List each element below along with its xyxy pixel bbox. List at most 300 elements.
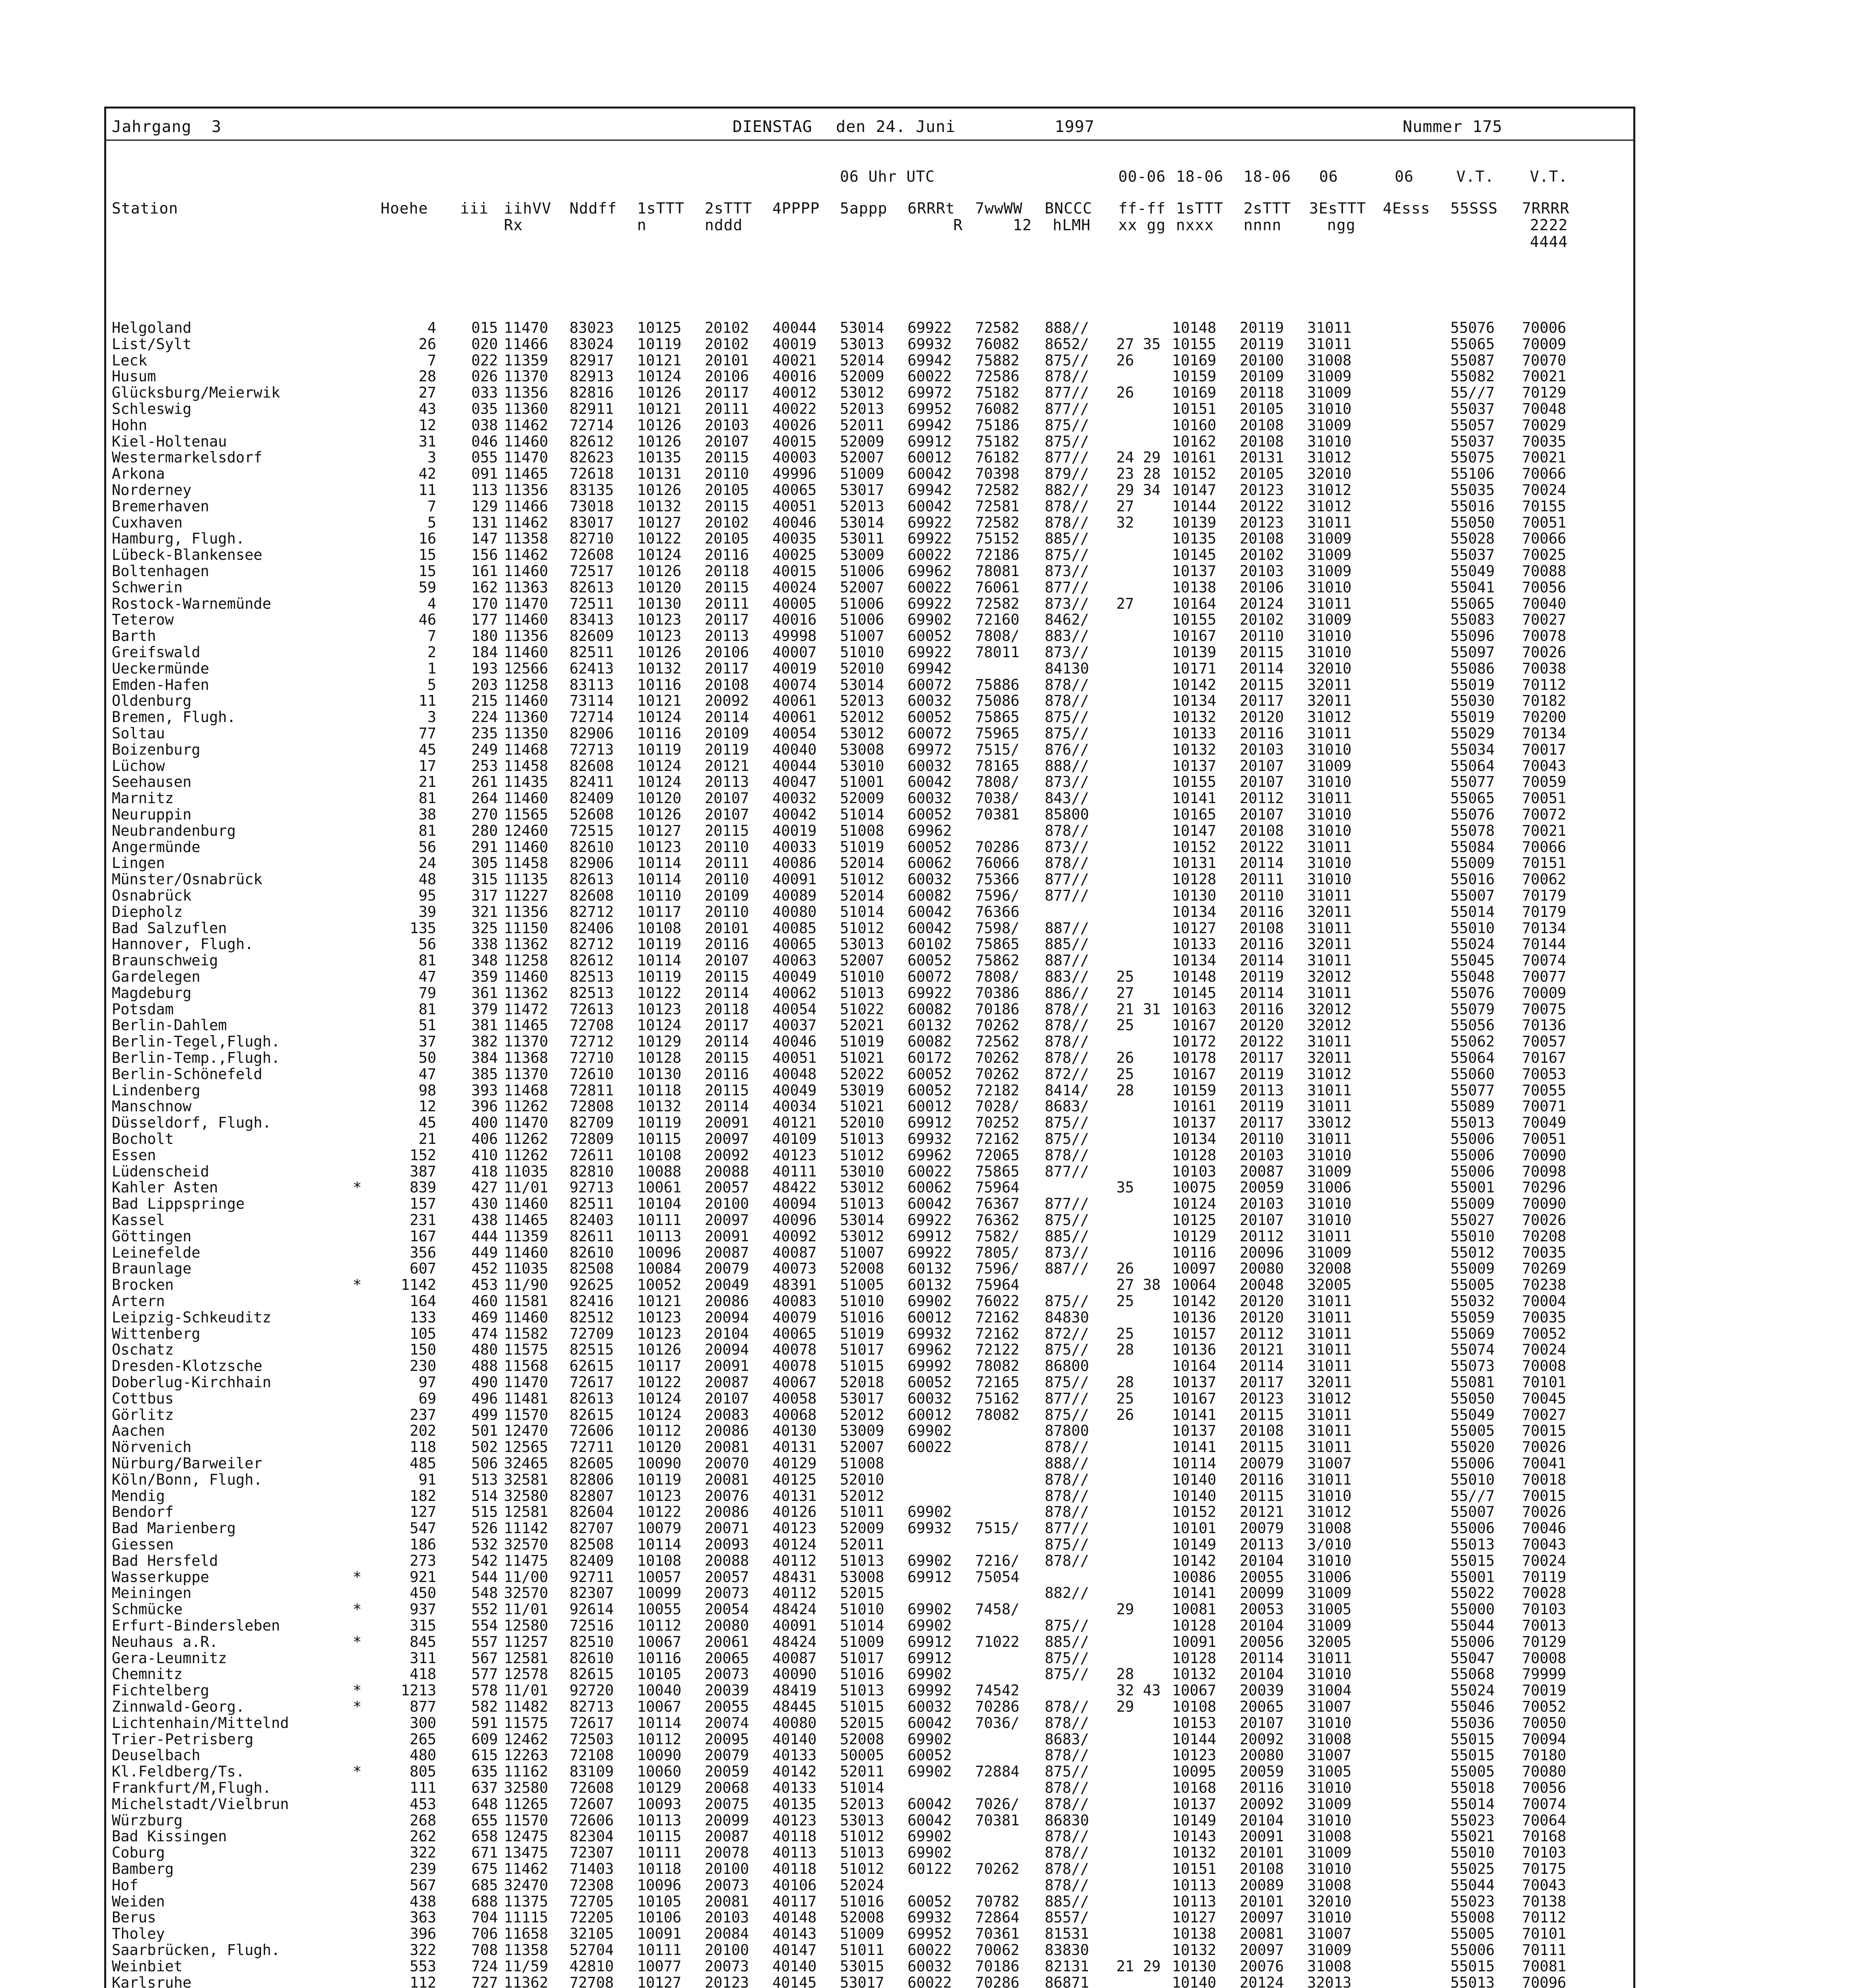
obs-group: 31011 [1307,1439,1352,1456]
obs-group: 11162 [504,1763,548,1780]
obs-group: 69952 [908,400,952,417]
obs-group: 55020 [1450,1439,1495,1456]
obs-group: 69932 [908,1909,952,1926]
obs-group: 11035 [504,1260,548,1277]
obs-group: 70017 [1522,741,1567,758]
obs-group: 31011 [1307,838,1352,856]
obs-group: 10084 [637,1260,682,1277]
obs-group: 70024 [1522,1341,1567,1359]
obs-group: 69922 [908,1211,952,1229]
obs-group: 51008 [840,1455,884,1472]
obs-group: 40063 [772,952,817,969]
obs-group: 10132 [1172,709,1217,726]
col-iihvv-sub: Rx [504,216,523,234]
obs-group: 55023 [1450,1811,1495,1829]
obs-group: 55062 [1450,1033,1495,1050]
obs-group: 10132 [637,660,682,677]
obs-group: 69942 [908,481,952,499]
station-height: 2 [427,644,436,661]
table-row [106,954,1633,967]
station-code: 506 [471,1455,498,1472]
obs-group: 20107 [1240,1714,1284,1732]
table-row [106,1359,1633,1373]
station-name: Glücksburg/Meierwik [112,384,280,402]
station-code: 675 [471,1860,498,1877]
obs-group: 51008 [840,822,884,839]
obs-group: 55//7 [1450,1487,1495,1505]
obs-group: 10125 [637,319,682,336]
obs-group: 20073 [705,1584,749,1602]
obs-group: 10124 [637,368,682,385]
obs-group: 20120 [1240,1293,1284,1310]
obs-group: 11262 [504,1146,548,1164]
obs-group: 82416 [569,1293,614,1310]
obs-group: 55015 [1450,1552,1495,1569]
station-height: 157 [410,1195,436,1213]
obs-group: 31010 [1307,1909,1352,1926]
obs-group: 31010 [1307,871,1352,888]
obs-group: 31011 [1307,1130,1352,1147]
table-row [106,743,1633,757]
obs-group: 70138 [1522,1893,1567,1910]
obs-group: 40143 [772,1925,817,1943]
obs-group: 72864 [975,1909,1020,1926]
obs-group: 70051 [1522,1130,1567,1147]
obs-group: 40061 [772,692,817,710]
obs-group: 20079 [1240,1455,1284,1472]
obs-group: 82712 [569,903,614,920]
table-row [106,1132,1633,1146]
obs-group: 76367 [975,1195,1020,1213]
table-row [106,1957,1633,1975]
obs-group: 10116 [1172,1244,1217,1261]
obs-group: 10149 [1172,1536,1217,1553]
station-height: 47 [418,1065,436,1083]
station-code: 418 [471,1163,498,1180]
station-height: 273 [410,1552,436,1569]
obs-group: 83830 [1045,1941,1089,1959]
obs-group: 7808/ [975,773,1020,791]
obs-group: 32012 [1307,968,1352,985]
obs-group: 11258 [504,676,548,693]
obs-group: 40022 [772,400,817,417]
obs-group: 55016 [1450,497,1495,515]
table-row [106,402,1633,416]
obs-group: 20106 [1240,579,1284,596]
obs-group: 20120 [1240,709,1284,726]
obs-group: 70098 [1522,1163,1567,1180]
obs-group: 70361 [975,1925,1020,1943]
obs-group: 76022 [975,1293,1020,1310]
obs-group: 69932 [908,335,952,353]
table-row [106,613,1633,627]
obs-group: 872// [1045,1065,1089,1083]
obs-group: 69912 [908,433,952,450]
obs-group: 82712 [569,936,614,953]
station-code: 727 [471,1974,498,1988]
obs-group: 11468 [504,1081,548,1099]
station-height: 453 [410,1795,436,1813]
obs-group: 51012 [840,871,884,888]
obs-group: 55019 [1450,709,1495,726]
obs-group: 82131 [1045,1957,1089,1975]
obs-group: 87800 [1045,1422,1089,1440]
obs-group: 20107 [705,806,749,823]
obs-group: 11265 [504,1795,548,1813]
station-name: Braunlage [112,1260,192,1277]
obs-group: 40125 [772,1471,817,1488]
station-name: Lingen [112,854,165,872]
obs-group: 55014 [1450,1795,1495,1813]
obs-group: 20073 [705,1876,749,1894]
obs-group: 69942 [908,416,952,434]
station-name: Marnitz [112,790,174,807]
obs-group: 48424 [772,1601,817,1618]
station-height: 322 [410,1941,436,1959]
obs-group: 40117 [772,1893,817,1910]
obs-group: 20092 [1240,1795,1284,1813]
obs-group: 53009 [840,546,884,564]
obs-group: 10113 [637,1227,682,1245]
obs-group: 40062 [772,984,817,1002]
obs-group: 20105 [1240,465,1284,483]
obs-group: 75152 [975,530,1020,547]
obs-group: 10147 [1172,481,1217,499]
obs-group: 70179 [1522,887,1567,904]
station-code: 453 [471,1276,498,1294]
obs-group: 10096 [637,1244,682,1261]
obs-group: 20070 [705,1455,749,1472]
obs-group: 40140 [772,1730,817,1748]
obs-group: 10144 [1172,1730,1217,1748]
obs-group: 21 29 [1116,1957,1161,1975]
obs-group: 10137 [1172,757,1217,775]
obs-group: 70049 [1522,1114,1567,1132]
obs-group: 11462 [504,514,548,531]
obs-group: 40087 [772,1244,817,1261]
issue-number: Nummer 175 [1403,118,1502,136]
station-height: 485 [410,1455,436,1472]
station-code: 147 [471,530,498,547]
obs-group: 11460 [504,1244,548,1261]
obs-group: 53014 [840,514,884,531]
obs-group: 40007 [772,644,817,661]
table-row [106,1227,1633,1245]
obs-group: 20115 [1240,1406,1284,1423]
obs-group: 48445 [772,1698,817,1715]
obs-group: 55059 [1450,1309,1495,1326]
obs-group: 10113 [1172,1893,1217,1910]
obs-group: 20119 [1240,319,1284,336]
obs-group: 51019 [840,1033,884,1050]
station-height: 839 [410,1179,436,1196]
obs-group: 11356 [504,627,548,645]
obs-group: 20091 [705,1114,749,1132]
obs-group: 11462 [504,416,548,434]
obs-group: 70134 [1522,919,1567,937]
obs-group: 10129 [637,1033,682,1050]
station-code: 180 [471,627,498,645]
station-code: 542 [471,1552,498,1569]
obs-group: 40051 [772,497,817,515]
obs-group: 10131 [637,465,682,483]
obs-group: 31012 [1307,497,1352,515]
station-height: 607 [410,1260,436,1277]
col-4pppp: 4PPPP [772,200,820,217]
obs-group: 70386 [975,984,1020,1002]
obs-group: 72808 [569,1098,614,1115]
table-row [106,1635,1633,1649]
obs-group: 12462 [504,1730,548,1748]
station-code: 577 [471,1666,498,1683]
obs-group: 11/01 [504,1179,548,1196]
station-name: Wasserkuppe [112,1568,210,1586]
obs-group: 31008 [1307,1876,1352,1894]
obs-group: 70066 [1522,465,1567,483]
obs-group: 40042 [772,806,817,823]
obs-group: 69962 [908,1146,952,1164]
obs-group: 10126 [637,806,682,823]
station-height: 5 [427,676,436,693]
obs-group: 52013 [840,1795,884,1813]
station-name: Arkona [112,465,165,483]
obs-group: 10128 [637,1049,682,1066]
obs-group: 82510 [569,1633,614,1650]
obs-group: 20115 [705,1049,749,1066]
obs-group: 20121 [1240,1503,1284,1521]
obs-group: 11570 [504,1406,548,1423]
obs-group: 72884 [975,1763,1020,1780]
obs-group: 82406 [569,919,614,937]
obs-group: 82605 [569,1455,614,1472]
obs-group: 888// [1045,1455,1089,1472]
station-name: Chemnitz [112,1666,183,1683]
obs-group: 10167 [1172,1017,1217,1034]
col-1sttt-b-sub: nxxx [1176,216,1214,234]
obs-group: 40078 [772,1357,817,1375]
obs-group: 82608 [569,887,614,904]
obs-group: 40005 [772,595,817,612]
obs-group: 55083 [1450,611,1495,629]
obs-group: 11356 [504,384,548,402]
obs-group: 60012 [908,1406,952,1423]
table-row [106,905,1633,919]
obs-group: 82512 [569,1309,614,1326]
obs-group: 10123 [637,838,682,856]
table-row [106,1262,1633,1276]
obs-group: 70015 [1522,1487,1567,1505]
obs-group: 10159 [1172,368,1217,385]
obs-group: 81531 [1045,1925,1089,1943]
obs-group: 55037 [1450,400,1495,417]
obs-group: 70052 [1522,1698,1567,1715]
obs-group: 20054 [705,1601,749,1618]
obs-group: 11470 [504,595,548,612]
obs-group: 52008 [840,1909,884,1926]
table-row [106,1700,1633,1714]
obs-group: 52007 [840,579,884,596]
obs-group: 20108 [1240,822,1284,839]
obs-group: 40035 [772,530,817,547]
obs-group: 55015 [1450,1730,1495,1748]
obs-group: 10106 [637,1909,682,1926]
obs-group: 10152 [1172,838,1217,856]
station-name: Hof [112,1876,138,1894]
obs-group: 60052 [908,1374,952,1391]
station-code: 038 [471,416,498,434]
obs-group: 82610 [569,838,614,856]
obs-group: 10145 [1172,984,1217,1002]
obs-group: 10167 [1172,1390,1217,1407]
obs-group: 20110 [1240,627,1284,645]
station-code: 526 [471,1520,498,1537]
station-height: 167 [410,1227,436,1245]
obs-group: 83113 [569,676,614,693]
col-ffff: ff-ff [1118,200,1166,217]
station-name: Artern [112,1293,165,1310]
obs-group: 25 [1116,1065,1134,1083]
station-name: Boizenburg [112,741,200,758]
obs-group: 72617 [569,1714,614,1732]
obs-group: 31010 [1307,627,1352,645]
obs-group: 55046 [1450,1698,1495,1715]
obs-group: 40111 [772,1163,817,1180]
obs-group: 20104 [1240,1617,1284,1634]
obs-group: 7596/ [975,1260,1020,1277]
station-height: 450 [410,1584,436,1602]
obs-group: 70175 [1522,1860,1567,1877]
station-name: Kl.Feldberg/Ts. [112,1763,245,1780]
table-row [106,1473,1633,1487]
obs-group: 79999 [1522,1666,1567,1683]
station-code: 361 [471,984,498,1002]
obs-group: 10114 [637,952,682,969]
obs-group: 55029 [1450,725,1495,742]
obs-group: 75366 [975,871,1020,888]
obs-group: 40032 [772,790,817,807]
obs-group: 11465 [504,1211,548,1229]
station-name: Dresden-Klotzsche [112,1357,262,1375]
obs-group: 72608 [569,1779,614,1796]
obs-group: 60052 [908,806,952,823]
obs-group: 52008 [840,1730,884,1748]
obs-group: 877// [1045,400,1089,417]
table-row [106,1278,1633,1292]
obs-group: 60102 [908,936,952,953]
station-name: Norderney [112,481,192,499]
obs-group: 25 [1116,1390,1134,1407]
col-2sttt-b-sub: nnnn [1244,216,1282,234]
obs-group: 11475 [504,1552,548,1569]
obs-group: 875// [1045,1536,1089,1553]
obs-group: 31009 [1307,1844,1352,1862]
obs-group: 32011 [1307,692,1352,710]
obs-group: 40016 [772,368,817,385]
table-row [106,694,1633,708]
obs-group: 11135 [504,871,548,888]
obs-group: 20117 [1240,692,1284,710]
obs-group: 20116 [705,1065,749,1083]
obs-group: 11435 [504,773,548,791]
station-name: Düsseldorf, Flugh. [112,1114,271,1132]
obs-group: 70129 [1522,1633,1567,1650]
station-code: 480 [471,1341,498,1359]
obs-group: 69902 [908,1422,952,1440]
obs-group: 69922 [908,530,952,547]
obs-group: 40054 [772,725,817,742]
obs-group: 51013 [840,1130,884,1147]
col-bnccc-sub: hLMH [1053,216,1091,234]
station-height: 21 [418,1130,436,1147]
obs-group: 55050 [1450,1390,1495,1407]
obs-group: 82511 [569,1195,614,1213]
obs-group: 20120 [1240,1017,1284,1034]
obs-group: 53009 [840,1422,884,1440]
table-row [106,597,1633,611]
obs-group: 70035 [1522,1244,1567,1261]
obs-group: 55044 [1450,1617,1495,1634]
obs-group: 72162 [975,1325,1020,1342]
obs-group: 20118 [705,563,749,580]
obs-group: 20104 [705,1325,749,1342]
obs-group: 888// [1045,757,1089,775]
table-row [106,1051,1633,1065]
obs-group: 10115 [637,1828,682,1845]
obs-group: 26 [1116,1406,1134,1423]
obs-group: 20113 [705,627,749,645]
obs-group: 11458 [504,854,548,872]
obs-group: 55057 [1450,416,1495,434]
obs-group: 55019 [1450,676,1495,693]
obs-group: 10139 [1172,514,1217,531]
obs-group: 20105 [705,530,749,547]
obs-group: 51009 [840,1925,884,1943]
station-code: 177 [471,611,498,629]
obs-group: 40049 [772,1081,817,1099]
obs-group: 70035 [1522,433,1567,450]
station-name: Leinefelde [112,1244,200,1261]
table-row [106,1603,1633,1616]
obs-group: 20114 [705,1033,749,1050]
obs-group: 55006 [1450,1163,1495,1180]
table-row [106,1862,1633,1876]
table-row [106,1765,1633,1778]
obs-group: 877// [1045,579,1089,596]
obs-group: 11150 [504,919,548,937]
obs-group: 69992 [908,1357,952,1375]
station-name: Schwerin [112,579,183,596]
obs-group: 10134 [1172,692,1217,710]
obs-group: 11658 [504,1925,548,1943]
obs-group: 55034 [1450,741,1495,758]
obs-group: 20106 [705,368,749,385]
obs-group: 878// [1045,1876,1089,1894]
date-label: den 24. Juni [836,118,956,136]
station-name: Frankfurt/M,Flugh. [112,1779,271,1796]
station-name: Gardelegen [112,968,200,985]
obs-group: 10159 [1172,1081,1217,1099]
station-height: 356 [410,1244,436,1261]
obs-group: 48431 [772,1568,817,1586]
obs-group: 10118 [637,1081,682,1099]
obs-group: 10163 [1172,1000,1217,1018]
obs-group: 10067 [637,1698,682,1715]
obs-group: 40058 [772,1390,817,1407]
obs-group: 92713 [569,1179,614,1196]
obs-group: 20057 [705,1568,749,1586]
obs-group: 69952 [908,1925,952,1943]
obs-group: 20115 [705,822,749,839]
